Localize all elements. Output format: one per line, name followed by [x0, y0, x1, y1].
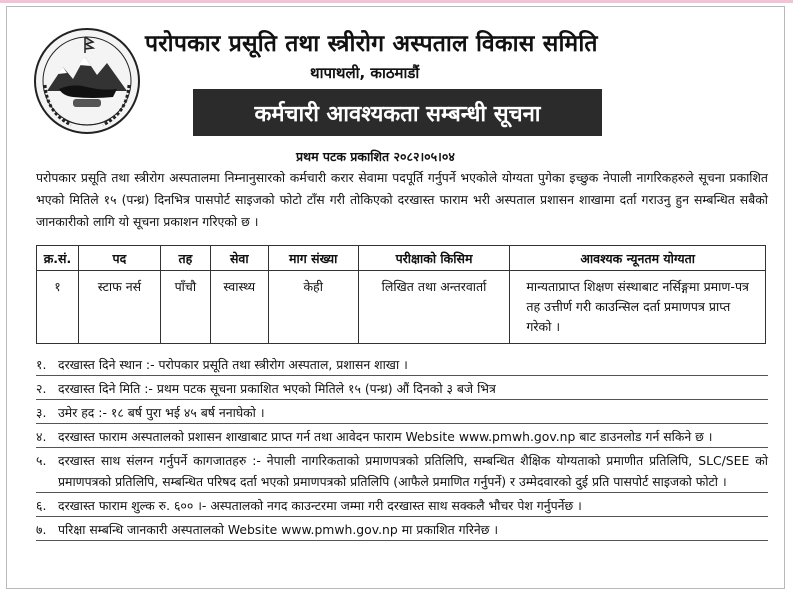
note-text: दरखास्त फाराम शुल्क रु. ६०० ।- अस्पतालको नगद काउन्टरमा जम्मा गरी दरखास्त साथ सक्कलै भौचर पेश गर्नुपर्नेछ । — [58, 498, 582, 513]
col-header-exam: परीक्षाको किसिम — [358, 246, 510, 271]
notice-title-banner — [193, 89, 602, 136]
notice-title: कर्मचारी आवश्यकता सम्बन्धी सूचना — [254, 101, 541, 127]
note-text: परिक्षा सम्बन्धि जानकारी अस्पतालको Website www.pmwh.gov.np मा प्रकाशित गरिनेछ । — [58, 522, 499, 537]
note-number: ४. — [36, 429, 47, 444]
col-header-sn: क्र.सं. — [37, 246, 79, 271]
cell-service: स्वास्थ्य — [210, 271, 268, 344]
organization-address: थापाथली, काठमाडौं — [310, 64, 420, 82]
vacancy-table — [36, 245, 766, 344]
note-text: दरखास्त दिने मिति :- प्रथम पटक सूचना प्रकाशित भएको मितिले १५ (पन्ध्र) औं दिनको ३ बजे भित्र — [58, 381, 496, 396]
col-header-demand: माग संख्या — [268, 246, 358, 271]
list-item — [36, 424, 768, 448]
col-header-service: सेवा — [210, 246, 268, 271]
list-item — [36, 400, 768, 424]
cell-exam: लिखित तथा अन्तरवार्ता — [358, 271, 510, 344]
note-text: उमेर हद :- १८ बर्ष पुरा भई ४५ बर्ष ननाघेको । — [58, 405, 265, 420]
note-number: ५. — [36, 453, 47, 468]
note-number: १. — [36, 357, 47, 372]
table-row — [37, 271, 766, 344]
col-header-post: पद — [78, 246, 160, 271]
cell-level: पाँचौ — [160, 271, 210, 344]
notes-list — [36, 352, 768, 541]
note-number: ७. — [36, 522, 47, 537]
cell-qualification: मान्यताप्राप्त शिक्षण संस्थाबाट नर्सिङ्गमा प्रमाण-पत्र तह उत्तीर्ण गरी काउन्सिल दर्ता प्रमाणपत्र प्राप्त गरेको । — [510, 271, 766, 344]
col-header-level: तह — [160, 246, 210, 271]
list-item — [36, 352, 768, 376]
cell-demand: केही — [268, 271, 358, 344]
list-item — [36, 493, 768, 517]
note-number: २. — [36, 381, 47, 396]
organization-name: परोपकार प्रसूति तथा स्त्रीरोग अस्पताल विकास समिति — [145, 31, 598, 57]
col-header-qualification: आवश्यक न्यूनतम योग्यता — [510, 246, 766, 271]
list-item — [36, 517, 768, 541]
cell-sn: १ — [37, 271, 79, 344]
intro-paragraph: परोपकार प्रसूति तथा स्त्रीरोग अस्पतालमा निम्नानुसारको कर्मचारी करार सेवामा पदपूर्ति गर्नुपर्ने भएकोले योग्यता पुगेका इच्छुक नेपाली नागरिकहरुले सूचना प्रकाशित भएको मितिले १५ (पन्ध्र) दिनभित्र पासपोर्ट साइजको फोटो टाँस गरी तोकिएको दरखास्त फाराम भरी अस्पताल प्रशासन शाखामा दर्ता गराउनु हुन सम्बन्धित सबैको जानकारीको लागि यो सूचना प्रकाशन गरिएको छ । — [36, 170, 768, 229]
note-text: दरखास्त फाराम अस्पतालको प्रशासन शाखाबाट प्राप्त गर्न तथा आवेदन फाराम Website www.pmwh.gov.np बाट डाउनलोड गर्न सकिने छ । — [58, 429, 713, 444]
list-item — [36, 376, 768, 400]
note-text: दरखास्त साथ संलग्न गर्नुपर्ने कागजातहरु :- नेपाली नागरिकताको प्रमाणपत्रको प्रतिलिपि, सम्बन्धित शैक्षिक योग्यताको प्रमाणीत प्रतिलिपि, SLC/SEE को प्रमाणपत्रको प्रतिलिपि, सम्बन्धित परिषद दर्ता भएको प्रमाणपत्रको प्रतिलिपि (आफैले प्रमाणित गर्नुपर्ने) र उम्मेदवारको दुई प्रति पासपोर्ट साइजको फोटो । — [58, 453, 768, 489]
table-header-row — [37, 246, 766, 271]
note-text: दरखास्त दिने स्थान :- परोपकार प्रसूति तथा स्त्रीरोग अस्पताल, प्रशासन शाखा । — [58, 357, 408, 372]
publish-date: प्रथम पटक प्रकाशित २०८२।०५।०४ — [296, 149, 455, 164]
nepal-emblem-icon — [33, 27, 141, 135]
note-number: ६. — [36, 498, 47, 513]
list-item — [36, 448, 768, 493]
top-border-line — [0, 0, 793, 3]
note-number: ३. — [36, 405, 47, 420]
cell-post: स्टाफ नर्स — [78, 271, 160, 344]
